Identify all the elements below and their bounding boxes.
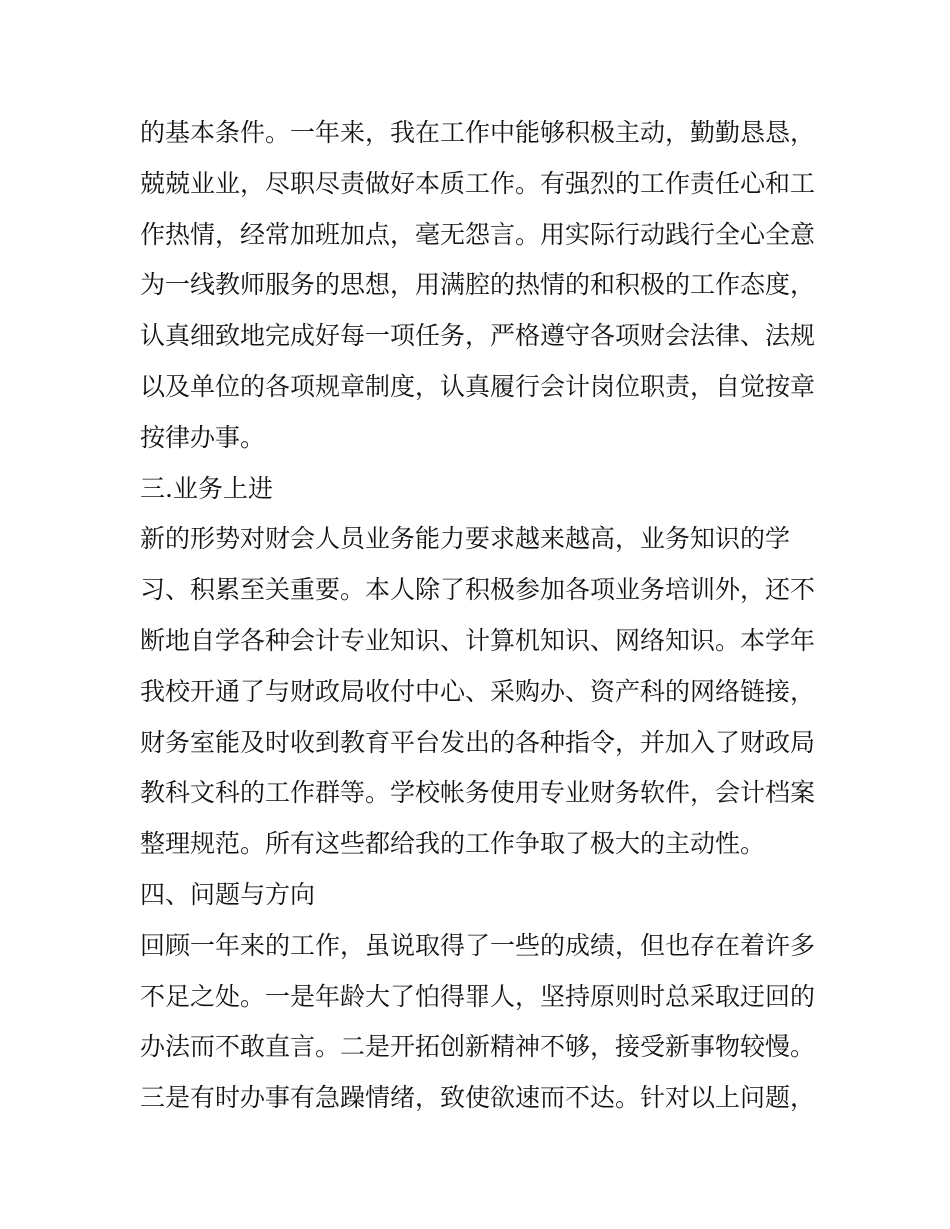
paragraph-line: 断地自学各种会计专业知识、计算机知识、网络知识。本学年 — [140, 625, 816, 655]
paragraph-line: 整理规范。所有这些都给我的工作争取了极大的主动性。 — [140, 829, 766, 859]
paragraph-line: 为一线教师服务的思想，用满腔的热情的和积极的工作态度， — [140, 270, 816, 300]
paragraph-line: 以及单位的各项规章制度，认真履行会计岗位职责，自觉按章 — [140, 371, 816, 401]
paragraph-line: 教科文科的工作群等。学校帐务使用专业财务软件，会计档案 — [140, 778, 816, 808]
paragraph-line: 三是有时办事有急躁情绪，致使欲速而不达。针对以上问题， — [140, 1083, 816, 1113]
paragraph-line: 回顾一年来的工作，虽说取得了一些的成绩，但也存在着许多 — [140, 930, 816, 960]
paragraph-line: 不足之处。一是年龄大了怕得罪人，坚持原则时总采取迂回的 — [140, 981, 816, 1011]
paragraph-line: 我校开通了与财政局收付中心、采购办、资产科的网络链接， — [140, 676, 816, 706]
section-heading-problems-direction: 四、问题与方向 — [140, 879, 316, 909]
paragraph-line: 兢兢业业，尽职尽责做好本质工作。有强烈的工作责任心和工 — [140, 168, 816, 198]
paragraph-line: 办法而不敢直言。二是开拓创新精神不够，接受新事物较慢。 — [140, 1032, 816, 1062]
paragraph-line: 新的形势对财会人员业务能力要求越来越高，业务知识的学 — [140, 524, 791, 554]
paragraph-line: 习、积累至关重要。本人除了积极参加各项业务培训外，还不 — [140, 575, 816, 605]
paragraph-line: 财务室能及时收到教育平台发出的各种指令，并加入了财政局 — [140, 727, 816, 757]
section-heading-business-progress: 三.业务上进 — [140, 473, 273, 503]
paragraph-line: 作热情，经常加班加点，毫无怨言。用实际行动践行全心全意 — [140, 219, 816, 249]
paragraph-line: 按律办事。 — [140, 422, 266, 452]
document-body — [140, 108, 820, 1124]
paragraph-line: 的基本条件。一年来，我在工作中能够积极主动，勤勤恳恳， — [140, 118, 816, 147]
paragraph-line: 认真细致地完成好每一项任务，严格遵守各项财会法律、法规 — [140, 321, 816, 351]
